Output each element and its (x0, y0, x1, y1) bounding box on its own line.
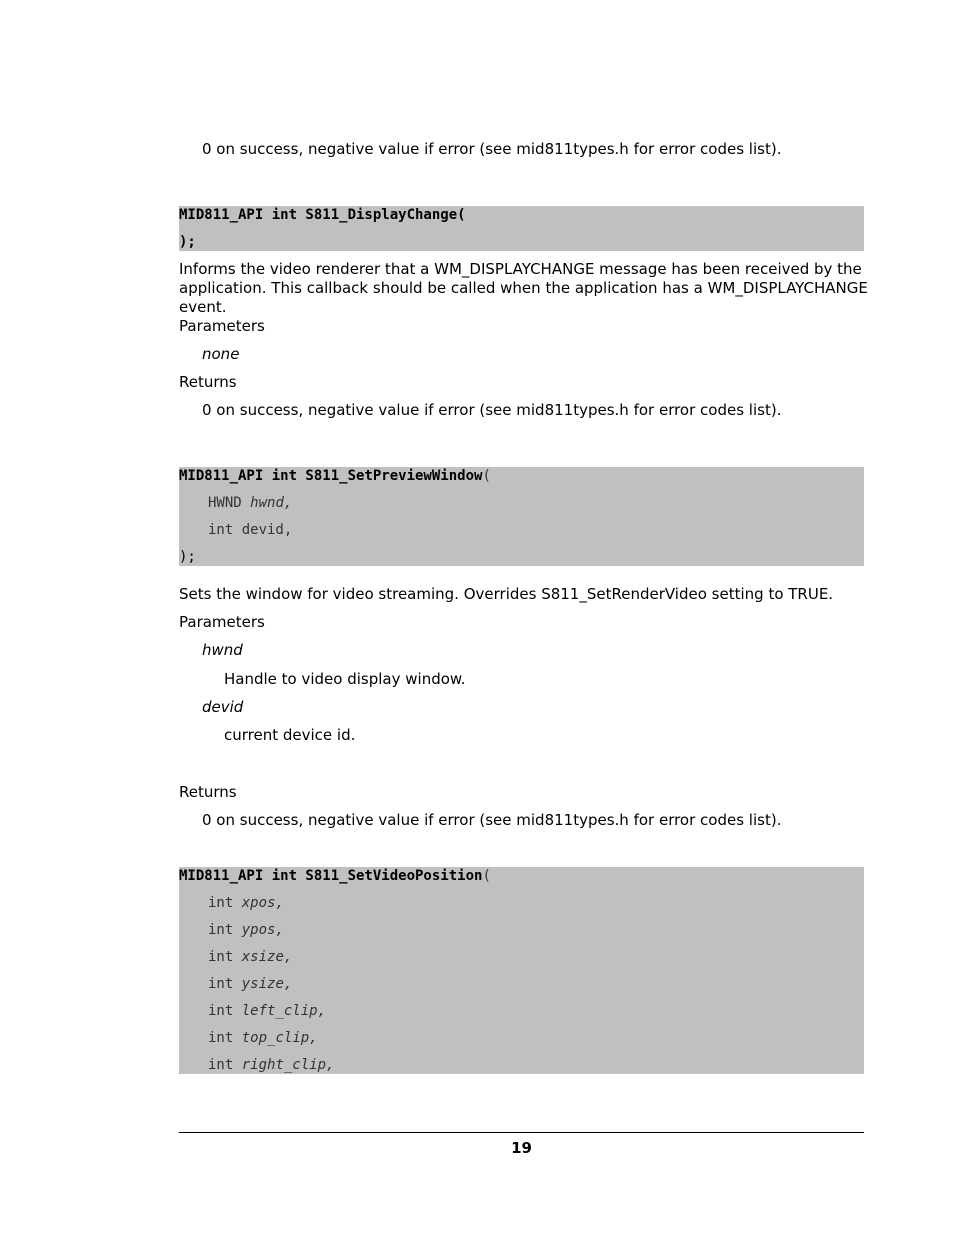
function-description: Informs the video renderer that a WM_DISPLAYCHANGE message has been received by the application. This callback should be called when the application has a WM_DISPLAYCHANGE event. (179, 260, 868, 316)
function-signature (179, 868, 491, 884)
code-param-line (208, 949, 292, 965)
param-name: xsize, (241, 949, 293, 965)
function-name: MID811_API int S811_SetPreviewWindow (179, 468, 483, 484)
param-name: xpos, (241, 895, 284, 911)
returns-text: 0 on success, negative value if error (see mid811types.h for error codes list). (202, 140, 782, 158)
param-name: hwnd, (250, 495, 293, 511)
param-name: devid (202, 698, 244, 716)
param-type: int (208, 949, 234, 965)
code-param-line (208, 1057, 334, 1073)
param-type: int devid, (208, 522, 293, 538)
param-name: hwnd (202, 641, 243, 659)
code-param-line (208, 1030, 318, 1046)
returns-text: 0 on success, negative value if error (see mid811types.h for error codes list). (202, 811, 782, 829)
code-param-line (208, 1003, 326, 1019)
code-block-set-preview-window (179, 467, 864, 566)
returns-text: 0 on success, negative value if error (see mid811types.h for error codes list). (202, 401, 782, 419)
signature-close: ); (179, 549, 196, 565)
param-type: int (208, 976, 234, 992)
param-description: current device id. (224, 726, 356, 744)
footer-divider (179, 1132, 864, 1133)
param-name: ysize, (241, 976, 293, 992)
parameters-label: Parameters (179, 317, 265, 335)
page-number: 19 (511, 1139, 532, 1157)
param-type: int (208, 1030, 234, 1046)
code-param-line (208, 922, 284, 938)
code-param-line (208, 495, 292, 511)
function-description: Sets the window for video streaming. Overrides S811_SetRenderVideo setting to TRUE. (179, 585, 834, 603)
code-param-line (208, 895, 284, 911)
code-block-display-change (179, 206, 864, 251)
param-name: top_clip, (241, 1030, 318, 1046)
function-signature: MID811_API int S811_DisplayChange( (179, 207, 466, 223)
code-block-set-video-position (179, 867, 864, 1074)
returns-label: Returns (179, 373, 237, 391)
returns-label: Returns (179, 783, 237, 801)
code-param-line (208, 522, 292, 538)
param-type: int (208, 1057, 234, 1073)
param-name: ypos, (241, 922, 284, 938)
function-signature (179, 468, 491, 484)
param-type: int (208, 1003, 234, 1019)
signature-close: ); (179, 234, 196, 250)
param-type: int (208, 922, 234, 938)
param-name: right_clip, (241, 1057, 335, 1073)
parameters-label: Parameters (179, 613, 265, 631)
param-name: left_clip, (241, 1003, 327, 1019)
param-name: none (202, 345, 240, 363)
param-description: Handle to video display window. (224, 670, 466, 688)
open-paren: ( (482, 868, 491, 884)
param-type: HWND (208, 495, 242, 511)
param-type: int (208, 895, 234, 911)
code-param-line (208, 976, 292, 992)
open-paren: ( (482, 468, 491, 484)
function-name: MID811_API int S811_SetVideoPosition (179, 868, 483, 884)
